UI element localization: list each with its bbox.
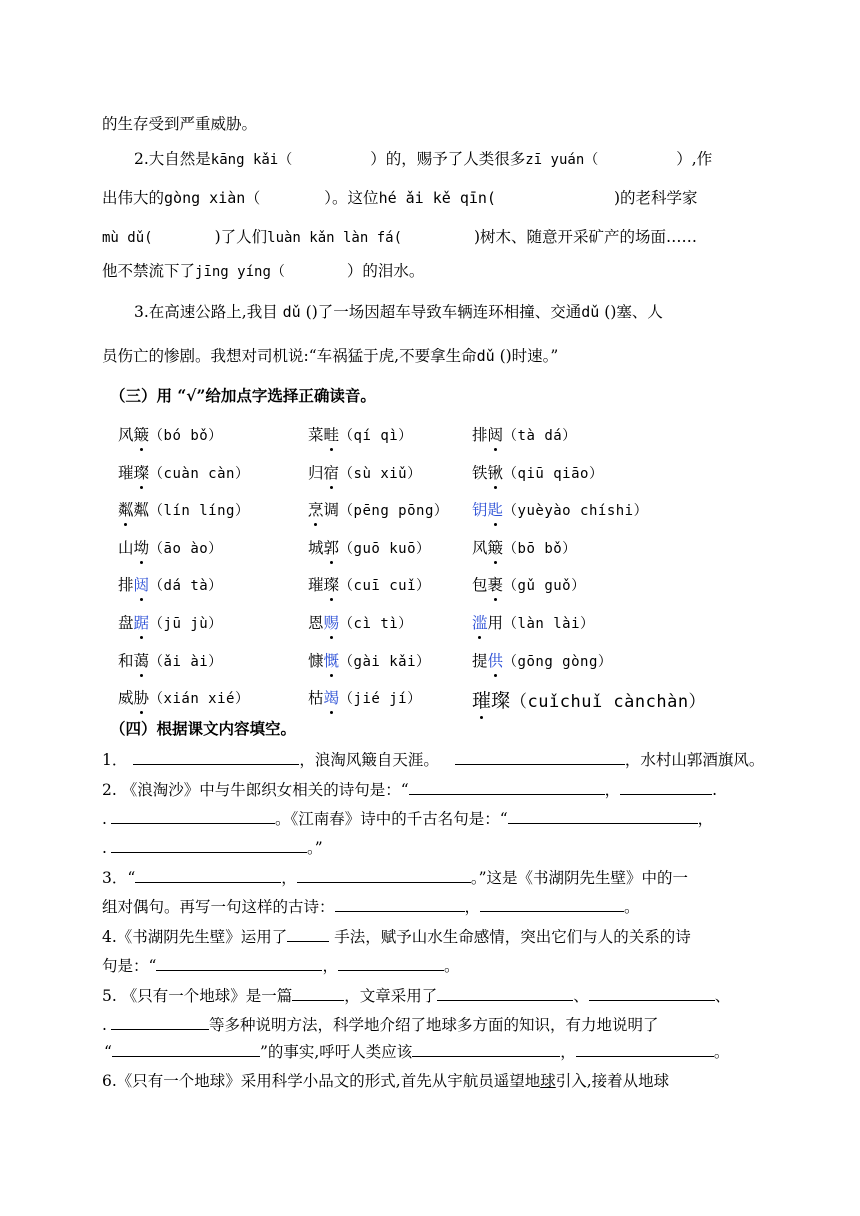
dotted-character: 粼: [118, 498, 134, 520]
text: ，: [281, 869, 297, 887]
answer-blank[interactable]: [508, 809, 698, 824]
answer-blank[interactable]: [412, 1042, 560, 1057]
text: 手法，赋予山水生命感情，突出它们与人的关系的诗: [334, 928, 691, 946]
text: ”的事实,呼吁人类应该: [259, 1043, 413, 1061]
answer-blank[interactable]: [589, 986, 715, 1001]
text: 。: [713, 1043, 730, 1061]
pinyin-options: （yuèyào chíshi）: [503, 503, 649, 520]
pinyin-options: （pēng pōng）: [339, 503, 449, 520]
q2-line2: [102, 186, 762, 208]
pinyin-item[interactable]: [308, 498, 448, 520]
pinyin-options: （gōng gòng）: [503, 653, 613, 670]
dotted-character: 滥: [472, 611, 488, 633]
dotted-character: 匙: [488, 498, 504, 520]
pinyin-options: （bó bǒ）: [149, 428, 223, 444]
pinyin: hé ǎi kě qīn(: [378, 189, 496, 207]
pinyin-item[interactable]: [472, 573, 586, 595]
pinyin-options: （gài kǎi）: [339, 653, 431, 670]
pinyin-item[interactable]: [308, 423, 413, 445]
pinyin-item[interactable]: [118, 573, 223, 595]
dotted-character: 赐: [324, 611, 340, 633]
text: 句是：“: [102, 957, 157, 975]
pinyin-options: （jū jù）: [149, 616, 223, 632]
character: 山: [118, 538, 134, 557]
text: 、: [573, 987, 589, 1005]
pinyin-options: （guō kuō）: [339, 540, 431, 557]
pinyin-options: （cì tì）: [339, 616, 413, 632]
text: .: [712, 781, 718, 799]
pinyin-item[interactable]: [308, 573, 431, 595]
pinyin-options: （jié jí）: [339, 691, 422, 708]
answer-blank[interactable]: [437, 986, 573, 1001]
text: 。《江南春》诗中的千古名句是：“: [274, 810, 508, 828]
pinyin-item[interactable]: [472, 686, 706, 713]
answer-blank[interactable]: [287, 927, 329, 942]
text: ()了一场因超车导致车辆连环相撞、交通: [305, 303, 582, 321]
pinyin-options: （cuàn càn）: [149, 465, 250, 482]
text: )的老科学家: [613, 189, 698, 207]
pinyin: kāng kǎi（: [210, 152, 293, 168]
answer-blank[interactable]: [338, 956, 444, 971]
pinyin-options: （sù xiǔ）: [339, 465, 422, 482]
pinyin-options: （bō bǒ）: [503, 540, 577, 557]
fill-5-line3: [104, 1040, 764, 1062]
section4-title: （四）根据课文内容填空。: [110, 719, 297, 738]
character: 慷: [308, 651, 324, 670]
character: 菜: [308, 426, 324, 444]
character: 排: [118, 576, 134, 595]
character: 铁: [472, 463, 488, 482]
answer-blank[interactable]: [133, 750, 299, 765]
dotted-character: 竭: [324, 686, 340, 708]
character: 用: [487, 614, 504, 632]
dotted-character: 畦: [324, 423, 340, 445]
underlined-text: 球: [540, 1072, 556, 1090]
pinyin-item[interactable]: [118, 536, 223, 558]
text: 。”这是《书湖阴先生壁》中的一: [470, 869, 688, 887]
text: 出伟大的: [102, 189, 165, 207]
text: 、: [714, 987, 731, 1005]
text: ）,作: [676, 150, 713, 168]
text: 3．“: [102, 869, 136, 887]
pinyin: mù dǔ(: [102, 230, 153, 246]
text: .: [102, 1016, 107, 1034]
pinyin-options: （tà dá）: [503, 428, 577, 444]
character: 璨: [491, 690, 511, 713]
pinyin-options: （làn lài）: [503, 616, 595, 632]
fill-3-line1: [102, 866, 762, 888]
pinyin: dǔ: [282, 303, 301, 321]
text: ，浪淘风簸自天涯。: [299, 751, 439, 769]
pinyin-item[interactable]: [308, 536, 431, 558]
dotted-character: 闼: [488, 423, 504, 445]
pinyin-item[interactable]: [308, 686, 422, 708]
text: ）的，赐予了人类很多: [370, 150, 526, 168]
pinyin-item[interactable]: [472, 649, 612, 671]
fill-5-line1: [102, 984, 762, 1006]
q3-line1: [134, 300, 794, 322]
dotted-character: 裹: [488, 573, 504, 595]
q3-line2: [102, 344, 762, 366]
q2-line3: [102, 225, 762, 247]
character: 包: [472, 576, 488, 595]
character: 盘: [118, 614, 134, 632]
answer-blank[interactable]: [576, 1042, 714, 1057]
character: 恩: [308, 614, 324, 632]
text: 4.《书湖阴先生壁》运用了: [102, 928, 288, 946]
pinyin-options: （xián xié）: [149, 691, 250, 708]
dotted-character: 璨: [134, 461, 150, 483]
pinyin-item[interactable]: [118, 611, 223, 633]
character: 风: [472, 538, 488, 557]
character: 璀: [308, 576, 324, 595]
fill-5-line2: [102, 1013, 762, 1035]
pinyin: luàn kǎn làn fá(: [267, 230, 402, 246]
pinyin: zī yuán（: [525, 152, 599, 168]
pinyin-options: （qí qì）: [339, 428, 413, 444]
paragraph-tail: [102, 112, 762, 134]
section3-title: （三）用 “√”给加点字选择正确读音。: [110, 386, 376, 405]
text: ）的泪水。: [346, 262, 425, 280]
pinyin-item[interactable]: [118, 461, 249, 483]
pinyin-item[interactable]: [472, 611, 595, 633]
character: 归: [308, 463, 324, 482]
answer-blank[interactable]: [297, 868, 471, 883]
text: .: [102, 810, 107, 828]
answer-blank[interactable]: [112, 1042, 260, 1057]
pinyin: dǔ: [476, 347, 495, 365]
text: )树木、随意开采矿产的场面……: [474, 228, 698, 246]
text: 引入,接着从地球: [555, 1072, 670, 1090]
q2-line1: [134, 147, 794, 169]
text: ，水村山郭酒旗风。: [624, 751, 765, 769]
fill-1: [102, 748, 765, 770]
pinyin-options: （ǎi ài）: [149, 653, 223, 670]
text: 2.大自然是: [134, 150, 211, 168]
answer-blank[interactable]: [111, 809, 275, 824]
text: 2. 《浪淘沙》中与牛郎织女相关的诗句是：“: [102, 781, 409, 799]
dotted-character: 蔼: [134, 649, 150, 671]
character: 风: [118, 426, 134, 444]
text: ，文章采用了: [344, 987, 438, 1005]
character: 和: [118, 651, 134, 670]
pinyin: dǔ: [581, 303, 600, 321]
dotted-character: 簸: [488, 536, 504, 558]
pinyin-item[interactable]: [308, 461, 422, 483]
character: 城: [308, 538, 324, 557]
q2-line4: [102, 259, 762, 281]
dotted-character: 坳: [134, 536, 150, 558]
pinyin-item[interactable]: [118, 498, 249, 520]
answer-blank[interactable]: [620, 780, 712, 795]
answer-blank[interactable]: [135, 868, 281, 883]
answer-blank[interactable]: [409, 780, 605, 795]
dotted-character: 簸: [134, 423, 150, 445]
answer-blank[interactable]: [111, 838, 307, 853]
pinyin-item[interactable]: [472, 461, 603, 483]
character: 璀: [118, 463, 134, 482]
text: 。: [443, 957, 460, 975]
answer-blank[interactable]: [292, 986, 344, 1001]
pinyin-item[interactable]: [472, 498, 648, 520]
character: 排: [472, 426, 488, 444]
fill-3-line2: [102, 895, 762, 917]
pinyin-options: （qiū qiāo）: [503, 465, 604, 482]
pinyin-item[interactable]: [472, 536, 577, 558]
pinyin-options: （cuī cuǐ）: [339, 578, 431, 595]
fill-4-line1: [102, 925, 762, 947]
answer-blank[interactable]: [480, 897, 624, 912]
text: ()塞、人: [604, 303, 663, 321]
text: 1．: [102, 751, 128, 769]
character: 提: [472, 651, 488, 670]
answer-blank[interactable]: [111, 1015, 209, 1030]
dotted-character: 郭: [324, 536, 340, 558]
fill-4-line2: [102, 954, 762, 976]
answer-blank[interactable]: [335, 897, 465, 912]
text: 3.在高速公路上,我目: [134, 303, 278, 321]
dotted-character: 璀: [472, 686, 491, 713]
fill-6-line1: [102, 1069, 762, 1091]
text: ）。这位: [324, 189, 379, 207]
text: 的生存受到严重威胁。: [102, 115, 258, 133]
text: ，: [604, 781, 621, 799]
pinyin-options: （cuǐchuǐ cànchàn）: [510, 692, 707, 713]
pinyin-item[interactable]: [308, 649, 431, 671]
pinyin: jīng yíng（: [195, 264, 285, 280]
text: 他不禁流下了: [102, 262, 196, 280]
pinyin-item[interactable]: [472, 423, 577, 445]
dotted-character: 璨: [324, 573, 340, 595]
dotted-character: 锹: [488, 461, 504, 483]
pinyin: gòng xiàn（: [164, 189, 261, 207]
dotted-character: 胁: [134, 686, 150, 708]
text: ，: [697, 810, 714, 828]
character: 钥: [472, 501, 488, 520]
dotted-character: 闼: [134, 573, 150, 595]
dotted-character: 慨: [324, 649, 340, 671]
text: “: [104, 1043, 112, 1061]
text: 。: [624, 898, 640, 916]
character: 粼: [133, 501, 150, 520]
text: 6.《只有一个地球》采用科学小品文的形式,首先从宇航员遥望地: [102, 1072, 541, 1090]
text: ()时速。”: [499, 347, 559, 365]
dotted-character: 烹: [308, 498, 324, 520]
dotted-character: 宿: [324, 461, 340, 483]
dotted-character: 踞: [134, 611, 150, 633]
character: 调: [323, 501, 340, 520]
text: .: [102, 839, 107, 857]
text: 等多种说明方法，科学地介绍了地球多方面的知识，有力地说明了: [208, 1016, 659, 1034]
pinyin-options: （lín líng）: [149, 503, 250, 520]
text: ，: [560, 1043, 576, 1061]
fill-2-line2: [102, 807, 762, 829]
answer-blank[interactable]: [455, 750, 625, 765]
pinyin-item[interactable]: [308, 611, 413, 633]
fill-2-line3: [102, 836, 762, 858]
pinyin-item[interactable]: [118, 686, 249, 708]
pinyin-item[interactable]: [118, 649, 223, 671]
pinyin-options: （dá tà）: [149, 578, 223, 595]
text: )了人们: [214, 228, 268, 246]
text: ，: [464, 898, 481, 916]
pinyin-options: （āo ào）: [149, 540, 223, 557]
text: 组对偶句。再写一句这样的古诗：: [102, 898, 335, 916]
answer-blank[interactable]: [156, 956, 322, 971]
text: 5. 《只有一个地球》是一篇: [102, 987, 293, 1005]
text: 。”: [306, 839, 323, 857]
fill-2-line1: [102, 778, 762, 800]
text: 员伤亡的惨剧。我想对司机说:“车祸猛于虎,不要拿生命: [102, 347, 477, 365]
pinyin-item[interactable]: [118, 423, 223, 445]
character: 威: [118, 689, 134, 708]
character: 枯: [308, 689, 324, 708]
dotted-character: 供: [488, 649, 504, 671]
pinyin-options: （gǔ guǒ）: [503, 578, 586, 595]
text: ，: [322, 957, 338, 975]
